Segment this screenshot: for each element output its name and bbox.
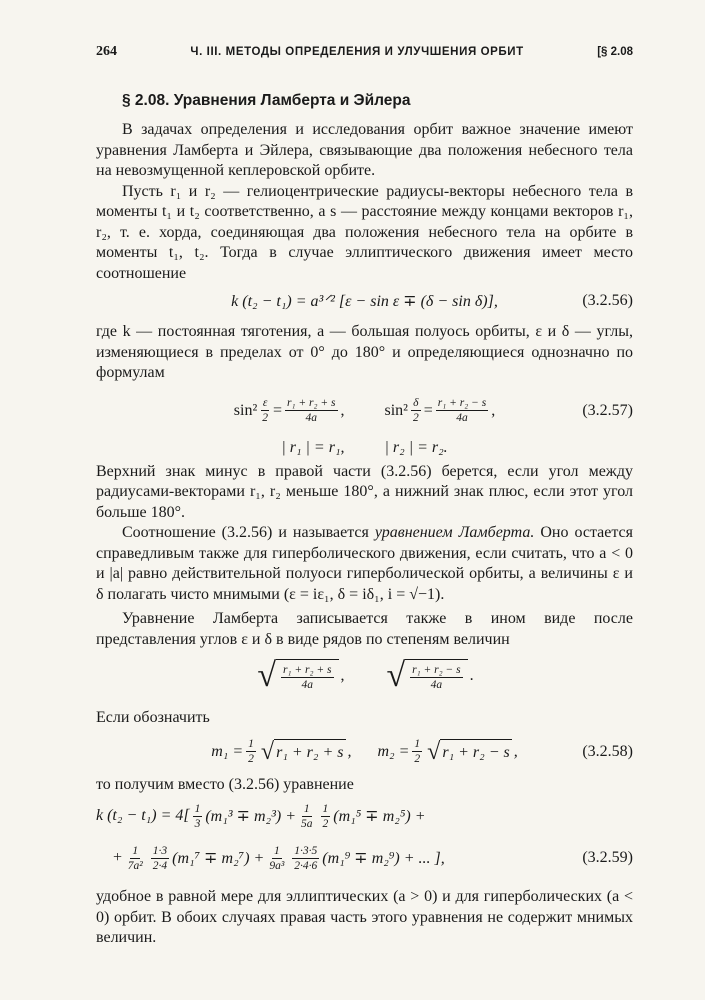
magnitude-r2: | r₂ | = r₂. <box>384 438 448 456</box>
fraction: $\frac{1\cdot 3}{2\cdot 4}$ <box>152 844 168 872</box>
equation-number: (3.2.59) <box>582 849 633 866</box>
sin-squared-label: sin² <box>384 401 408 419</box>
separator: , <box>340 667 345 684</box>
paragraph-sign-rule: Верхний знак минус в правой части (3.2.56) берется, если угол между радиусами-векторами r₁, r₂ меньше 180°, а нижний знак плюс, если этот угол больше 180°. <box>96 462 633 521</box>
series-term: (m₁⁹ ∓ m₂⁹) + ... ], <box>322 850 445 867</box>
separator: , <box>513 742 518 760</box>
magnitude-r1: | r₁ | = r₁, <box>281 438 345 456</box>
paragraph-definitions: Пусть r₁ и r₂ — гелиоцентрические радиусы-векторы небесного тела в моменты t₁ и t₂ соответственно, а s — расстояние между концами векторов r₁, r₂, т. е. хорда, соединяющая два положения небесного тела на орбите в моменты t₁, t₂. Тогда в случае эллиптического движения имеет место соотношение <box>96 182 633 282</box>
equation-number: (3.2.58) <box>582 742 633 760</box>
equals-sign: = <box>423 401 433 419</box>
equation-3-2-59-line-1 <box>96 795 633 837</box>
series-term: (m₁³ ∓ m₂³) + <box>205 808 297 825</box>
paragraph-conclusion: удобное в равной мере для эллиптических (a > 0) и для гиперболических (a < 0) орбит. В обоих случаях правая часть этого уравнения не содержит мнимых величин. <box>96 888 633 946</box>
fraction: $\frac{1}{\text{9a³}}$ <box>269 844 285 872</box>
paragraph-result: то получим вместо (3.2.56) уравнение <box>96 775 354 793</box>
equation-series-quantities <box>96 650 633 702</box>
paragraph-notation: Если обозначить <box>96 709 210 726</box>
equation-3-2-59-line-2 <box>96 837 633 879</box>
m2-label: m₂ = <box>377 742 410 760</box>
paragraph-intro: В задачах определения и исследования орбит важное значение имеют уравнения Ламберта и Эйлера, связывающие два положения небесного тела на невозмущенной кеплеровской орбите. <box>96 121 633 179</box>
separator: , <box>491 401 496 419</box>
running-title: Ч. III. МЕТОДЫ ОПРЕДЕЛЕНИЯ И УЛУЧШЕНИЯ ОРБИТ <box>190 46 524 58</box>
page-number: 264 <box>96 44 117 59</box>
separator: , <box>340 401 345 419</box>
equation-lead: k (t₂ − t₁) = 4[ <box>96 807 190 824</box>
equation-number: (3.2.57) <box>582 401 633 419</box>
fraction: $\frac{1}{3}$ <box>194 802 201 830</box>
equation-lead: + <box>112 849 123 866</box>
fraction: $\frac{1}{2}$ <box>322 802 329 830</box>
sqrt-expression: √ $\frac{\text{r₁ + r₂ + s}}{4a}$ <box>257 659 338 693</box>
fraction: $\frac{1}{5a}$ <box>301 802 313 830</box>
fraction: $\frac{1}{2}$ <box>248 738 254 765</box>
fraction: $\frac{\text{r₁ + r₂ + s}}{4a}$ <box>287 397 336 424</box>
m1-label: m₁ = <box>211 742 244 760</box>
fraction: $\frac{\delta}{2}$ <box>412 397 419 424</box>
sqrt-expression: √ r₁ + r₂ + s <box>260 738 344 765</box>
sin-squared-label: sin² <box>233 401 258 419</box>
equation-magnitudes <box>96 434 633 462</box>
sqrt-expression: √ r₁ + r₂ − s <box>427 738 510 765</box>
series-term: (m₁⁵ ∓ m₂⁵) + <box>333 808 426 825</box>
equals-sign: = <box>273 401 283 419</box>
fraction: $\frac{1\cdot 3\cdot 5}{2\cdot 4\cdot 6}$ <box>294 844 318 872</box>
equation-3-2-57 <box>96 388 633 434</box>
lambert-text-b: Оно остается справедливым также для гиперболического движения, если считать, что a < 0 и |a| равно действительной полуоси гиперболической орбиты, а величины ε и δ полагать чисто мнимыми (ε = iε₁, δ = iδ₁, i = √−1). <box>96 524 634 603</box>
fraction: $\frac{\varepsilon}{2}$ <box>262 397 269 424</box>
separator: , <box>347 742 352 760</box>
paragraph-series: Уравнение Ламберта записывается также в ином виде после представления углов ε и δ в виде рядов по степеням величин <box>96 610 633 648</box>
equation-3-2-56 <box>96 284 633 318</box>
equation-number: (3.2.56) <box>582 292 633 309</box>
series-term: (m₁⁷ ∓ m₂⁷) + <box>172 850 265 867</box>
lambert-term: уравнением Ламберта. <box>374 524 535 541</box>
separator: . <box>469 667 474 684</box>
equation-body: k (t₂ − t₁) = a³ᐟ² [ε − sin ε ∓ (δ − sin δ)], <box>231 293 498 310</box>
fraction: $\frac{\text{r₁ + r₂ − s}}{4a}$ <box>437 397 487 424</box>
section-ref: [§ 2.08 <box>597 46 633 58</box>
lambert-text-a: Соотношение (3.2.56) и называется <box>122 524 375 541</box>
section-title: § 2.08. Уравнения Ламберта и Эйлера <box>122 92 411 109</box>
equation-3-2-58 <box>96 729 633 775</box>
running-header <box>96 44 633 78</box>
sqrt-expression: √ $\frac{\text{r₁ + r₂ − s}}{4a}$ <box>387 659 468 693</box>
fraction: $\frac{1}{\text{7a²}}$ <box>127 844 143 872</box>
paragraph-constants: где k — постоянная тяготения, a — большая полуось орбиты, ε и δ — углы, изменяющиеся в пределах от 0° до 180° и определяющиеся однозначно по формулам <box>96 323 633 381</box>
fraction: $\frac{1}{2}$ <box>414 738 421 765</box>
paragraph-lambert <box>96 523 633 605</box>
